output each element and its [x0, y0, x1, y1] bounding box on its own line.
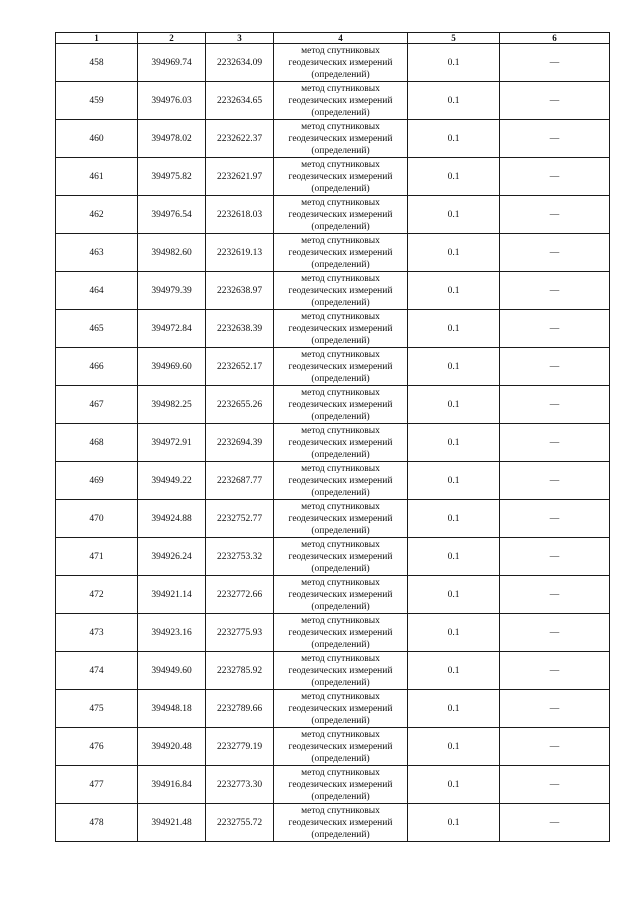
- note-cell: —: [500, 82, 610, 120]
- method-line: метод спутниковых: [301, 729, 380, 740]
- accuracy-cell: 0.1: [408, 728, 500, 766]
- accuracy-cell: 0.1: [408, 348, 500, 386]
- accuracy-cell: 0.1: [408, 804, 500, 842]
- table-row: [56, 500, 610, 538]
- table-row: [56, 614, 610, 652]
- note-cell: —: [500, 690, 610, 728]
- note-cell: —: [500, 614, 610, 652]
- method-line: (определений): [311, 107, 370, 118]
- method-cell: [274, 234, 408, 272]
- y-coordinate-cell: 2232752.77: [206, 500, 274, 538]
- coordinates-table: [55, 32, 610, 842]
- y-coordinate-cell: 2232772.66: [206, 576, 274, 614]
- method-line: метод спутниковых: [301, 45, 380, 56]
- column-header-accuracy: 5: [408, 33, 500, 44]
- method-cell: [274, 462, 408, 500]
- x-coordinate-cell: 394923.16: [138, 614, 206, 652]
- method-line: (определений): [311, 715, 370, 726]
- method-line: (определений): [311, 411, 370, 422]
- y-coordinate-cell: 2232638.39: [206, 310, 274, 348]
- point-number-cell: 460: [56, 120, 138, 158]
- table-row: [56, 652, 610, 690]
- accuracy-cell: 0.1: [408, 614, 500, 652]
- y-coordinate-cell: 2232694.39: [206, 424, 274, 462]
- method-line: (определений): [311, 183, 370, 194]
- note-cell: —: [500, 386, 610, 424]
- accuracy-cell: 0.1: [408, 538, 500, 576]
- method-line: (определений): [311, 259, 370, 270]
- point-number-cell: 465: [56, 310, 138, 348]
- method-line: геодезических измерений: [288, 475, 393, 486]
- method-line: геодезических измерений: [288, 57, 393, 68]
- method-cell: [274, 576, 408, 614]
- method-cell: [274, 804, 408, 842]
- method-line: геодезических измерений: [288, 133, 393, 144]
- method-line: (определений): [311, 639, 370, 650]
- table-row: [56, 120, 610, 158]
- y-coordinate-cell: 2232638.97: [206, 272, 274, 310]
- method-line: (определений): [311, 829, 370, 840]
- method-cell: [274, 500, 408, 538]
- point-number-cell: 476: [56, 728, 138, 766]
- x-coordinate-cell: 394979.39: [138, 272, 206, 310]
- method-line: геодезических измерений: [288, 171, 393, 182]
- x-coordinate-cell: 394969.74: [138, 44, 206, 82]
- note-cell: —: [500, 196, 610, 234]
- method-line: метод спутниковых: [301, 501, 380, 512]
- table-row: [56, 576, 610, 614]
- y-coordinate-cell: 2232618.03: [206, 196, 274, 234]
- accuracy-cell: 0.1: [408, 120, 500, 158]
- method-cell: [274, 120, 408, 158]
- method-line: геодезических измерений: [288, 437, 393, 448]
- method-cell: [274, 82, 408, 120]
- x-coordinate-cell: 394949.22: [138, 462, 206, 500]
- note-cell: —: [500, 272, 610, 310]
- method-line: метод спутниковых: [301, 159, 380, 170]
- column-header-y-coordinate: 3: [206, 33, 274, 44]
- method-line: геодезических измерений: [288, 551, 393, 562]
- table-header-row: [56, 33, 610, 44]
- x-coordinate-cell: 394976.54: [138, 196, 206, 234]
- accuracy-cell: 0.1: [408, 386, 500, 424]
- point-number-cell: 475: [56, 690, 138, 728]
- method-line: (определений): [311, 449, 370, 460]
- method-line: (определений): [311, 145, 370, 156]
- method-line: геодезических измерений: [288, 209, 393, 220]
- x-coordinate-cell: 394920.48: [138, 728, 206, 766]
- method-line: (определений): [311, 297, 370, 308]
- x-coordinate-cell: 394926.24: [138, 538, 206, 576]
- y-coordinate-cell: 2232634.65: [206, 82, 274, 120]
- column-header-x-coordinate: 2: [138, 33, 206, 44]
- x-coordinate-cell: 394921.14: [138, 576, 206, 614]
- method-cell: [274, 272, 408, 310]
- point-number-cell: 470: [56, 500, 138, 538]
- y-coordinate-cell: 2232655.26: [206, 386, 274, 424]
- note-cell: —: [500, 804, 610, 842]
- point-number-cell: 462: [56, 196, 138, 234]
- y-coordinate-cell: 2232785.92: [206, 652, 274, 690]
- point-number-cell: 472: [56, 576, 138, 614]
- method-line: метод спутниковых: [301, 83, 380, 94]
- point-number-cell: 461: [56, 158, 138, 196]
- method-cell: [274, 348, 408, 386]
- method-line: (определений): [311, 69, 370, 80]
- accuracy-cell: 0.1: [408, 462, 500, 500]
- x-coordinate-cell: 394969.60: [138, 348, 206, 386]
- method-cell: [274, 728, 408, 766]
- table-row: [56, 462, 610, 500]
- table-row: [56, 386, 610, 424]
- accuracy-cell: 0.1: [408, 82, 500, 120]
- column-header-method: 4: [274, 33, 408, 44]
- accuracy-cell: 0.1: [408, 44, 500, 82]
- method-line: геодезических измерений: [288, 399, 393, 410]
- point-number-cell: 469: [56, 462, 138, 500]
- method-line: метод спутниковых: [301, 463, 380, 474]
- method-line: геодезических измерений: [288, 589, 393, 600]
- table-row: [56, 158, 610, 196]
- note-cell: —: [500, 234, 610, 272]
- accuracy-cell: 0.1: [408, 690, 500, 728]
- method-line: (определений): [311, 221, 370, 232]
- y-coordinate-cell: 2232621.97: [206, 158, 274, 196]
- note-cell: —: [500, 766, 610, 804]
- y-coordinate-cell: 2232775.93: [206, 614, 274, 652]
- y-coordinate-cell: 2232687.77: [206, 462, 274, 500]
- point-number-cell: 463: [56, 234, 138, 272]
- table-row: [56, 766, 610, 804]
- table-row: [56, 82, 610, 120]
- method-line: геодезических измерений: [288, 247, 393, 258]
- method-line: метод спутниковых: [301, 197, 380, 208]
- method-line: метод спутниковых: [301, 539, 380, 550]
- column-header-note: 6: [500, 33, 610, 44]
- method-line: метод спутниковых: [301, 615, 380, 626]
- accuracy-cell: 0.1: [408, 576, 500, 614]
- method-line: метод спутниковых: [301, 691, 380, 702]
- note-cell: —: [500, 310, 610, 348]
- method-cell: [274, 538, 408, 576]
- y-coordinate-cell: 2232753.32: [206, 538, 274, 576]
- method-line: метод спутниковых: [301, 121, 380, 132]
- method-line: (определений): [311, 677, 370, 688]
- accuracy-cell: 0.1: [408, 196, 500, 234]
- method-line: метод спутниковых: [301, 349, 380, 360]
- accuracy-cell: 0.1: [408, 424, 500, 462]
- point-number-cell: 473: [56, 614, 138, 652]
- note-cell: —: [500, 500, 610, 538]
- method-line: (определений): [311, 791, 370, 802]
- note-cell: —: [500, 120, 610, 158]
- x-coordinate-cell: 394975.82: [138, 158, 206, 196]
- accuracy-cell: 0.1: [408, 234, 500, 272]
- method-cell: [274, 652, 408, 690]
- table-row: [56, 690, 610, 728]
- method-line: метод спутниковых: [301, 235, 380, 246]
- y-coordinate-cell: 2232773.30: [206, 766, 274, 804]
- x-coordinate-cell: 394976.03: [138, 82, 206, 120]
- point-number-cell: 466: [56, 348, 138, 386]
- method-line: метод спутниковых: [301, 387, 380, 398]
- y-coordinate-cell: 2232652.17: [206, 348, 274, 386]
- method-line: метод спутниковых: [301, 273, 380, 284]
- x-coordinate-cell: 394948.18: [138, 690, 206, 728]
- accuracy-cell: 0.1: [408, 272, 500, 310]
- method-line: метод спутниковых: [301, 767, 380, 778]
- accuracy-cell: 0.1: [408, 652, 500, 690]
- x-coordinate-cell: 394972.84: [138, 310, 206, 348]
- method-line: (определений): [311, 753, 370, 764]
- note-cell: —: [500, 576, 610, 614]
- table-row: [56, 804, 610, 842]
- table-row: [56, 234, 610, 272]
- point-number-cell: 464: [56, 272, 138, 310]
- table-row: [56, 310, 610, 348]
- point-number-cell: 458: [56, 44, 138, 82]
- point-number-cell: 467: [56, 386, 138, 424]
- point-number-cell: 459: [56, 82, 138, 120]
- point-number-cell: 471: [56, 538, 138, 576]
- table-body: [56, 44, 610, 842]
- x-coordinate-cell: 394978.02: [138, 120, 206, 158]
- y-coordinate-cell: 2232755.72: [206, 804, 274, 842]
- y-coordinate-cell: 2232619.13: [206, 234, 274, 272]
- method-cell: [274, 158, 408, 196]
- x-coordinate-cell: 394924.88: [138, 500, 206, 538]
- method-line: геодезических измерений: [288, 779, 393, 790]
- x-coordinate-cell: 394921.48: [138, 804, 206, 842]
- method-line: метод спутниковых: [301, 805, 380, 816]
- method-line: метод спутниковых: [301, 311, 380, 322]
- note-cell: —: [500, 44, 610, 82]
- method-cell: [274, 44, 408, 82]
- method-line: (определений): [311, 563, 370, 574]
- table-row: [56, 538, 610, 576]
- point-number-cell: 477: [56, 766, 138, 804]
- method-line: геодезических измерений: [288, 361, 393, 372]
- method-cell: [274, 614, 408, 652]
- column-header-point-number: 1: [56, 33, 138, 44]
- note-cell: —: [500, 348, 610, 386]
- method-cell: [274, 690, 408, 728]
- note-cell: —: [500, 158, 610, 196]
- method-line: метод спутниковых: [301, 577, 380, 588]
- accuracy-cell: 0.1: [408, 766, 500, 804]
- method-line: геодезических измерений: [288, 323, 393, 334]
- method-line: метод спутниковых: [301, 653, 380, 664]
- method-line: геодезических измерений: [288, 665, 393, 676]
- method-line: метод спутниковых: [301, 425, 380, 436]
- accuracy-cell: 0.1: [408, 310, 500, 348]
- method-line: (определений): [311, 487, 370, 498]
- note-cell: —: [500, 652, 610, 690]
- method-line: геодезических измерений: [288, 95, 393, 106]
- method-cell: [274, 766, 408, 804]
- method-cell: [274, 310, 408, 348]
- y-coordinate-cell: 2232779.19: [206, 728, 274, 766]
- method-line: геодезических измерений: [288, 285, 393, 296]
- method-line: (определений): [311, 335, 370, 346]
- method-line: геодезических измерений: [288, 741, 393, 752]
- note-cell: —: [500, 538, 610, 576]
- method-line: (определений): [311, 601, 370, 612]
- y-coordinate-cell: 2232634.09: [206, 44, 274, 82]
- method-line: геодезических измерений: [288, 703, 393, 714]
- method-line: (определений): [311, 525, 370, 536]
- method-cell: [274, 424, 408, 462]
- method-cell: [274, 196, 408, 234]
- x-coordinate-cell: 394949.60: [138, 652, 206, 690]
- method-line: геодезических измерений: [288, 627, 393, 638]
- note-cell: —: [500, 424, 610, 462]
- accuracy-cell: 0.1: [408, 500, 500, 538]
- method-cell: [274, 386, 408, 424]
- table-row: [56, 728, 610, 766]
- x-coordinate-cell: 394972.91: [138, 424, 206, 462]
- method-line: (определений): [311, 373, 370, 384]
- table-row: [56, 272, 610, 310]
- method-line: геодезических измерений: [288, 513, 393, 524]
- accuracy-cell: 0.1: [408, 158, 500, 196]
- table-row: [56, 44, 610, 82]
- point-number-cell: 474: [56, 652, 138, 690]
- note-cell: —: [500, 728, 610, 766]
- table-row: [56, 348, 610, 386]
- table-row: [56, 424, 610, 462]
- y-coordinate-cell: 2232789.66: [206, 690, 274, 728]
- x-coordinate-cell: 394982.60: [138, 234, 206, 272]
- point-number-cell: 468: [56, 424, 138, 462]
- note-cell: —: [500, 462, 610, 500]
- x-coordinate-cell: 394982.25: [138, 386, 206, 424]
- x-coordinate-cell: 394916.84: [138, 766, 206, 804]
- point-number-cell: 478: [56, 804, 138, 842]
- y-coordinate-cell: 2232622.37: [206, 120, 274, 158]
- table-row: [56, 196, 610, 234]
- method-line: геодезических измерений: [288, 817, 393, 828]
